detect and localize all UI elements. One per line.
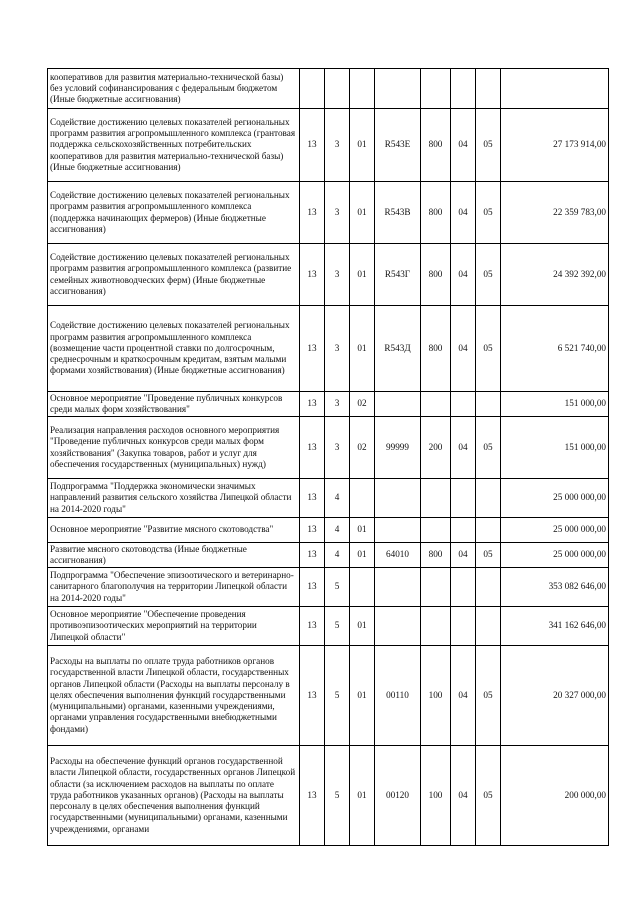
code-subsection: 05 [476, 417, 501, 479]
code-section [451, 568, 476, 607]
code-expense-type: 800 [421, 306, 451, 392]
row-name: Содействие достижению целевых показателей региональных программ развития агропромышленного комплекса (развитие семейных животноводческих ферм) (Иные бюджетные ассигнования) [48, 244, 300, 306]
row-amount: 151 000,00 [501, 392, 609, 417]
code-subprogram: 3 [325, 306, 350, 392]
code-program [300, 69, 325, 109]
code-program: 13 [300, 518, 325, 543]
code-direction: R543В [375, 182, 421, 244]
table-row [48, 746, 609, 846]
code-section [451, 392, 476, 417]
table-row [48, 182, 609, 244]
code-section [451, 479, 476, 518]
row-amount: 20 327 000,00 [501, 646, 609, 746]
table-row [48, 417, 609, 479]
code-subprogram: 4 [325, 479, 350, 518]
code-section [451, 69, 476, 109]
row-name: Подпрограмма "Обеспечение эпизоотического и ветеринарно-санитарного благополучия на территории Липецкой области на 2014-2020 годы" [48, 568, 300, 607]
code-subsection: 05 [476, 646, 501, 746]
table-row [48, 244, 609, 306]
code-event: 01 [350, 543, 375, 568]
code-section: 04 [451, 543, 476, 568]
code-program: 13 [300, 392, 325, 417]
code-subsection [476, 518, 501, 543]
code-event: 01 [350, 244, 375, 306]
code-direction [375, 568, 421, 607]
code-section [451, 607, 476, 646]
code-subprogram: 3 [325, 417, 350, 479]
table-row [48, 306, 609, 392]
row-amount: 200 000,00 [501, 746, 609, 846]
row-amount [501, 69, 609, 109]
row-name: Основное мероприятие "Обеспечение проведения противоэпизоотических мероприятий на территории Липецкой области" [48, 607, 300, 646]
code-event: 01 [350, 518, 375, 543]
table-body [48, 69, 609, 846]
code-program: 13 [300, 109, 325, 182]
code-expense-type: 100 [421, 646, 451, 746]
code-section: 04 [451, 182, 476, 244]
code-expense-type: 800 [421, 244, 451, 306]
code-subprogram: 4 [325, 518, 350, 543]
code-subprogram: 5 [325, 568, 350, 607]
code-direction [375, 392, 421, 417]
table-row [48, 607, 609, 646]
code-expense-type: 800 [421, 109, 451, 182]
code-subsection [476, 392, 501, 417]
code-program: 13 [300, 244, 325, 306]
code-subsection: 05 [476, 746, 501, 846]
row-amount: 6 521 740,00 [501, 306, 609, 392]
code-subsection: 05 [476, 182, 501, 244]
code-event: 02 [350, 417, 375, 479]
code-expense-type: 200 [421, 417, 451, 479]
code-event: 01 [350, 306, 375, 392]
code-expense-type [421, 607, 451, 646]
row-name: Основное мероприятие "Проведение публичных конкурсов среди малых форм хозяйствования" [48, 392, 300, 417]
code-program: 13 [300, 568, 325, 607]
table-row [48, 543, 609, 568]
code-subsection: 05 [476, 543, 501, 568]
code-subsection [476, 607, 501, 646]
row-amount: 25 000 000,00 [501, 479, 609, 518]
code-direction [375, 518, 421, 543]
row-name: Содействие достижению целевых показателей региональных программ развития агропромышленного комплекса (грантовая поддержка сельскохозяйственных потребительских кооперативов для развития материально-технической базы) (Иные бюджетные ассигнования) [48, 109, 300, 182]
code-direction: R543Г [375, 244, 421, 306]
row-amount: 22 359 783,00 [501, 182, 609, 244]
row-name: кооперативов для развития материально-технической базы) без условий софинансирования с федеральным бюджетом (Иные бюджетные ассигнования) [48, 69, 300, 109]
code-event: 01 [350, 607, 375, 646]
row-amount: 25 000 000,00 [501, 543, 609, 568]
row-amount: 151 000,00 [501, 417, 609, 479]
row-amount: 27 173 914,00 [501, 109, 609, 182]
table-row [48, 646, 609, 746]
code-expense-type [421, 392, 451, 417]
code-expense-type: 800 [421, 543, 451, 568]
row-name: Расходы на обеспечение функций органов государственной власти Липецкой области, государственных органов Липецкой области (за исключением расходов на выплаты по оплате труда работников указанных органов) (Расходы на выплаты персоналу в целях обеспечения выполнения функций государственными (муниципальными) органами, казенными учреждениями, органами [48, 746, 300, 846]
table-row [48, 518, 609, 543]
code-program: 13 [300, 646, 325, 746]
row-name: Расходы на выплаты по оплате труда работников органов государственной власти Липецкой области, государственных органов Липецкой области (Расходы на выплаты персоналу в целях обеспечения выполнения функций государственными (муниципальными) органами, казенными учреждениями, органами управления государственными внебюджетными фондами) [48, 646, 300, 746]
table-row [48, 479, 609, 518]
code-subprogram: 3 [325, 244, 350, 306]
code-subsection: 05 [476, 109, 501, 182]
row-amount: 25 000 000,00 [501, 518, 609, 543]
code-event: 01 [350, 746, 375, 846]
code-section: 04 [451, 417, 476, 479]
code-subsection [476, 479, 501, 518]
code-expense-type: 100 [421, 746, 451, 846]
code-subprogram: 3 [325, 392, 350, 417]
table-row [48, 392, 609, 417]
code-expense-type [421, 518, 451, 543]
code-event [350, 69, 375, 109]
code-program: 13 [300, 746, 325, 846]
code-program: 13 [300, 417, 325, 479]
code-expense-type [421, 568, 451, 607]
code-direction: 00120 [375, 746, 421, 846]
code-expense-type [421, 69, 451, 109]
code-program: 13 [300, 543, 325, 568]
code-direction [375, 479, 421, 518]
row-name: Содействие достижению целевых показателей региональных программ развития агропромышленного комплекса (поддержка начинающих фермеров) (Иные бюджетные ассигнования) [48, 182, 300, 244]
code-section: 04 [451, 646, 476, 746]
code-subprogram: 5 [325, 646, 350, 746]
code-direction [375, 69, 421, 109]
table-row [48, 69, 609, 109]
code-direction [375, 607, 421, 646]
code-section [451, 518, 476, 543]
code-event: 01 [350, 109, 375, 182]
code-direction: R543Д [375, 306, 421, 392]
code-section: 04 [451, 306, 476, 392]
row-name: Подпрограмма "Поддержка экономически значимых направлений развития сельского хозяйства Липецкой области на 2014-2020 годы" [48, 479, 300, 518]
row-amount: 341 162 646,00 [501, 607, 609, 646]
code-program: 13 [300, 607, 325, 646]
code-direction: R543Е [375, 109, 421, 182]
code-event: 01 [350, 646, 375, 746]
row-name: Содействие достижению целевых показателей региональных программ развития агропромышленного комплекса (возмещение части процентной ставки по долгосрочным, среднесрочным и краткосрочным кредитам, взятым малыми формами хозяйствования) (Иные бюджетные ассигнования) [48, 306, 300, 392]
code-event [350, 568, 375, 607]
code-direction: 64010 [375, 543, 421, 568]
code-program: 13 [300, 182, 325, 244]
code-subprogram: 4 [325, 543, 350, 568]
row-amount: 24 392 392,00 [501, 244, 609, 306]
code-event [350, 479, 375, 518]
code-event: 01 [350, 182, 375, 244]
budget-table [47, 68, 609, 846]
code-expense-type: 800 [421, 182, 451, 244]
row-name: Основное мероприятие "Развитие мясного скотоводства" [48, 518, 300, 543]
code-section: 04 [451, 244, 476, 306]
code-subprogram: 3 [325, 109, 350, 182]
code-expense-type [421, 479, 451, 518]
code-subsection: 05 [476, 306, 501, 392]
code-section: 04 [451, 109, 476, 182]
code-subsection [476, 69, 501, 109]
code-event: 02 [350, 392, 375, 417]
code-subsection [476, 568, 501, 607]
code-program: 13 [300, 306, 325, 392]
code-section: 04 [451, 746, 476, 846]
code-direction: 00110 [375, 646, 421, 746]
code-subsection: 05 [476, 244, 501, 306]
code-program: 13 [300, 479, 325, 518]
row-amount: 353 082 646,00 [501, 568, 609, 607]
row-name: Реализация направления расходов основного мероприятия "Проведение публичных конкурсов среди малых форм хозяйствования" (Закупка товаров, работ и услуг для обеспечения государственных (муниципальных) нужд) [48, 417, 300, 479]
row-name: Развитие мясного скотоводства (Иные бюджетные ассигнования) [48, 543, 300, 568]
code-direction: 99999 [375, 417, 421, 479]
code-subprogram: 5 [325, 607, 350, 646]
code-subprogram: 5 [325, 746, 350, 846]
table-row [48, 568, 609, 607]
code-subprogram: 3 [325, 182, 350, 244]
table-row [48, 109, 609, 182]
code-subprogram [325, 69, 350, 109]
